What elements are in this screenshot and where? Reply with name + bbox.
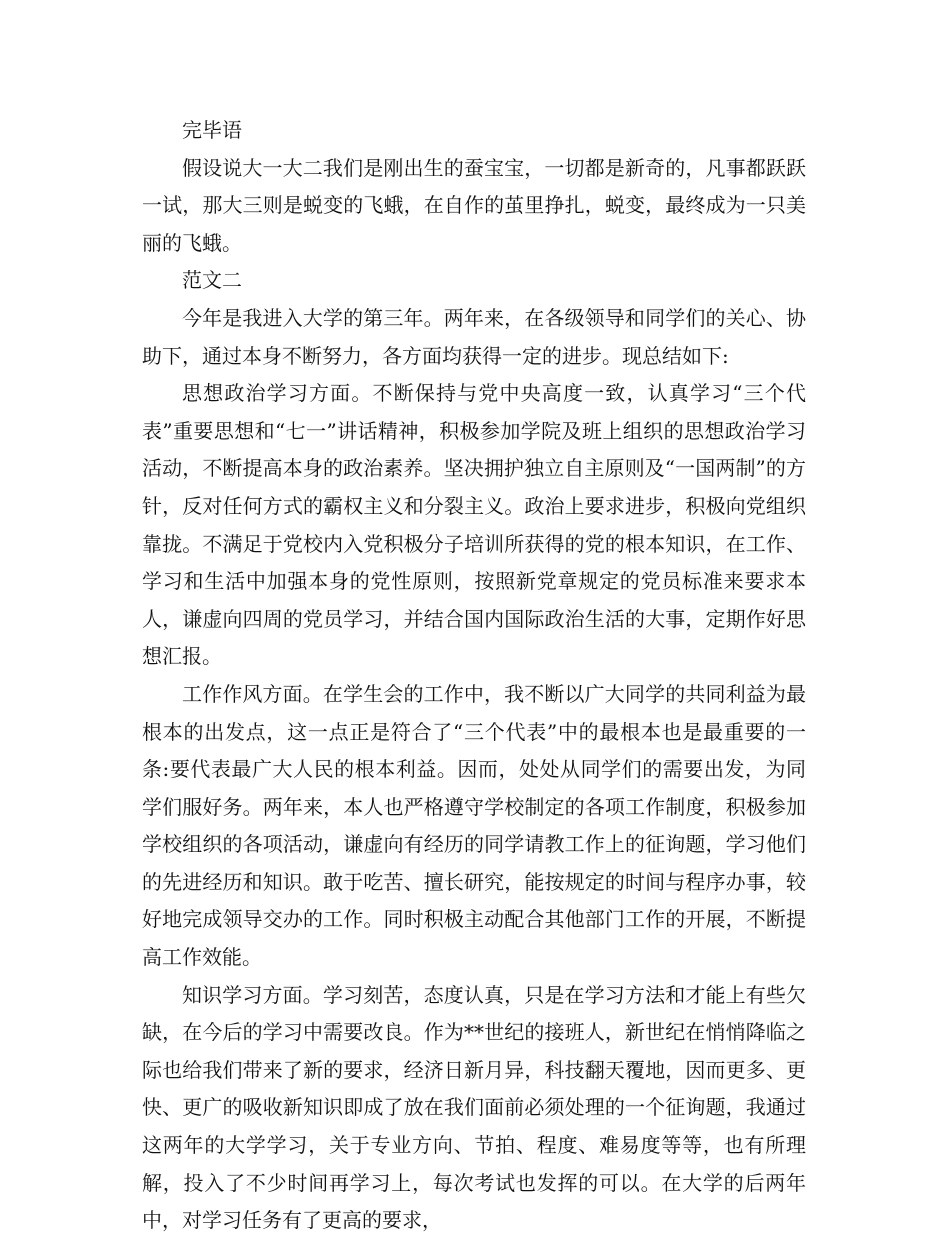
conclusion-paragraph: 假设说大一大二我们是刚出生的蚕宝宝，一切都是新奇的，凡事都跃跃一试，那大三则是蜕变的飞蛾，在自作的茧里挣扎，蜕变，最终成为一只美丽的飞蛾。 — [142, 155, 806, 255]
section-heading-sample-two: 范文二 — [182, 268, 242, 293]
work-style-paragraph: 工作作风方面。在学生会的工作中，我不断以广大同学的共同利益为最根本的出发点，这一点正是符合了“三个代表”中的最根本也是最重要的一条:要代表最广大人民的根本利益。因而，处处从同学们的需要出发，为同学们服好务。两年来，本人也严格遵守学校制定的各项工作制度，积极参加学校组织的各项活动，谦虚向有经历的同学请教工作上的征询题，学习他们的先进经历和知识。敢于吃苦、擅长研究，能按规定的时间与程序办事，较好地完成领导交办的工作。同时积极主动配合其他部门工作的开展，不断提高工作效能。 — [142, 681, 806, 970]
political-study-paragraph: 思想政治学习方面。不断保持与党中央高度一致，认真学习“三个代表”重要思想和“七一”讲话精神，积极参加学院及班上组织的思想政治学习活动，不断提高本身的政治素养。坚决拥护独立自主原则及“一国两制”的方针，反对任何方式的霸权主义和分裂主义。政治上要求进步，积极向党组织靠拢。不满足于党校内入党积极分子培训所获得的党的根本知识，在工作、学习和生活中加强本身的党性原则，按照新党章规定的党员标准来要求本人，谦虚向四周的党员学习，并结合国内国际政治生活的大事，定期作好思想汇报。 — [142, 381, 806, 669]
section-heading-conclusion: 完毕语 — [182, 118, 242, 142]
document-page — [142, 112, 806, 1240]
knowledge-study-paragraph: 知识学习方面。学习刻苦，态度认真，只是在学习方法和才能上有些欠缺，在今后的学习中需要改良。作为**世纪的接班人，新世纪在悄悄降临之际也给我们带来了新的要求，经济日新月异，科技翻天覆地，因而更多、更快、更广的吸收新知识即成了放在我们面前必须处理的一个征询题，我通过这两年的大学学习，关于专业方向、节拍、程度、难易度等等，也有所理解，投入了不少时间再学习上，每次考试也发挥的可以。在大学的后两年中，对学习任务有了更高的要求， — [142, 982, 806, 1233]
intro-paragraph: 今年是我进入大学的第三年。两年来，在各级领导和同学们的关心、协助下，通过本身不断努力，各方面均获得一定的进步。现总结如下: — [142, 305, 806, 368]
